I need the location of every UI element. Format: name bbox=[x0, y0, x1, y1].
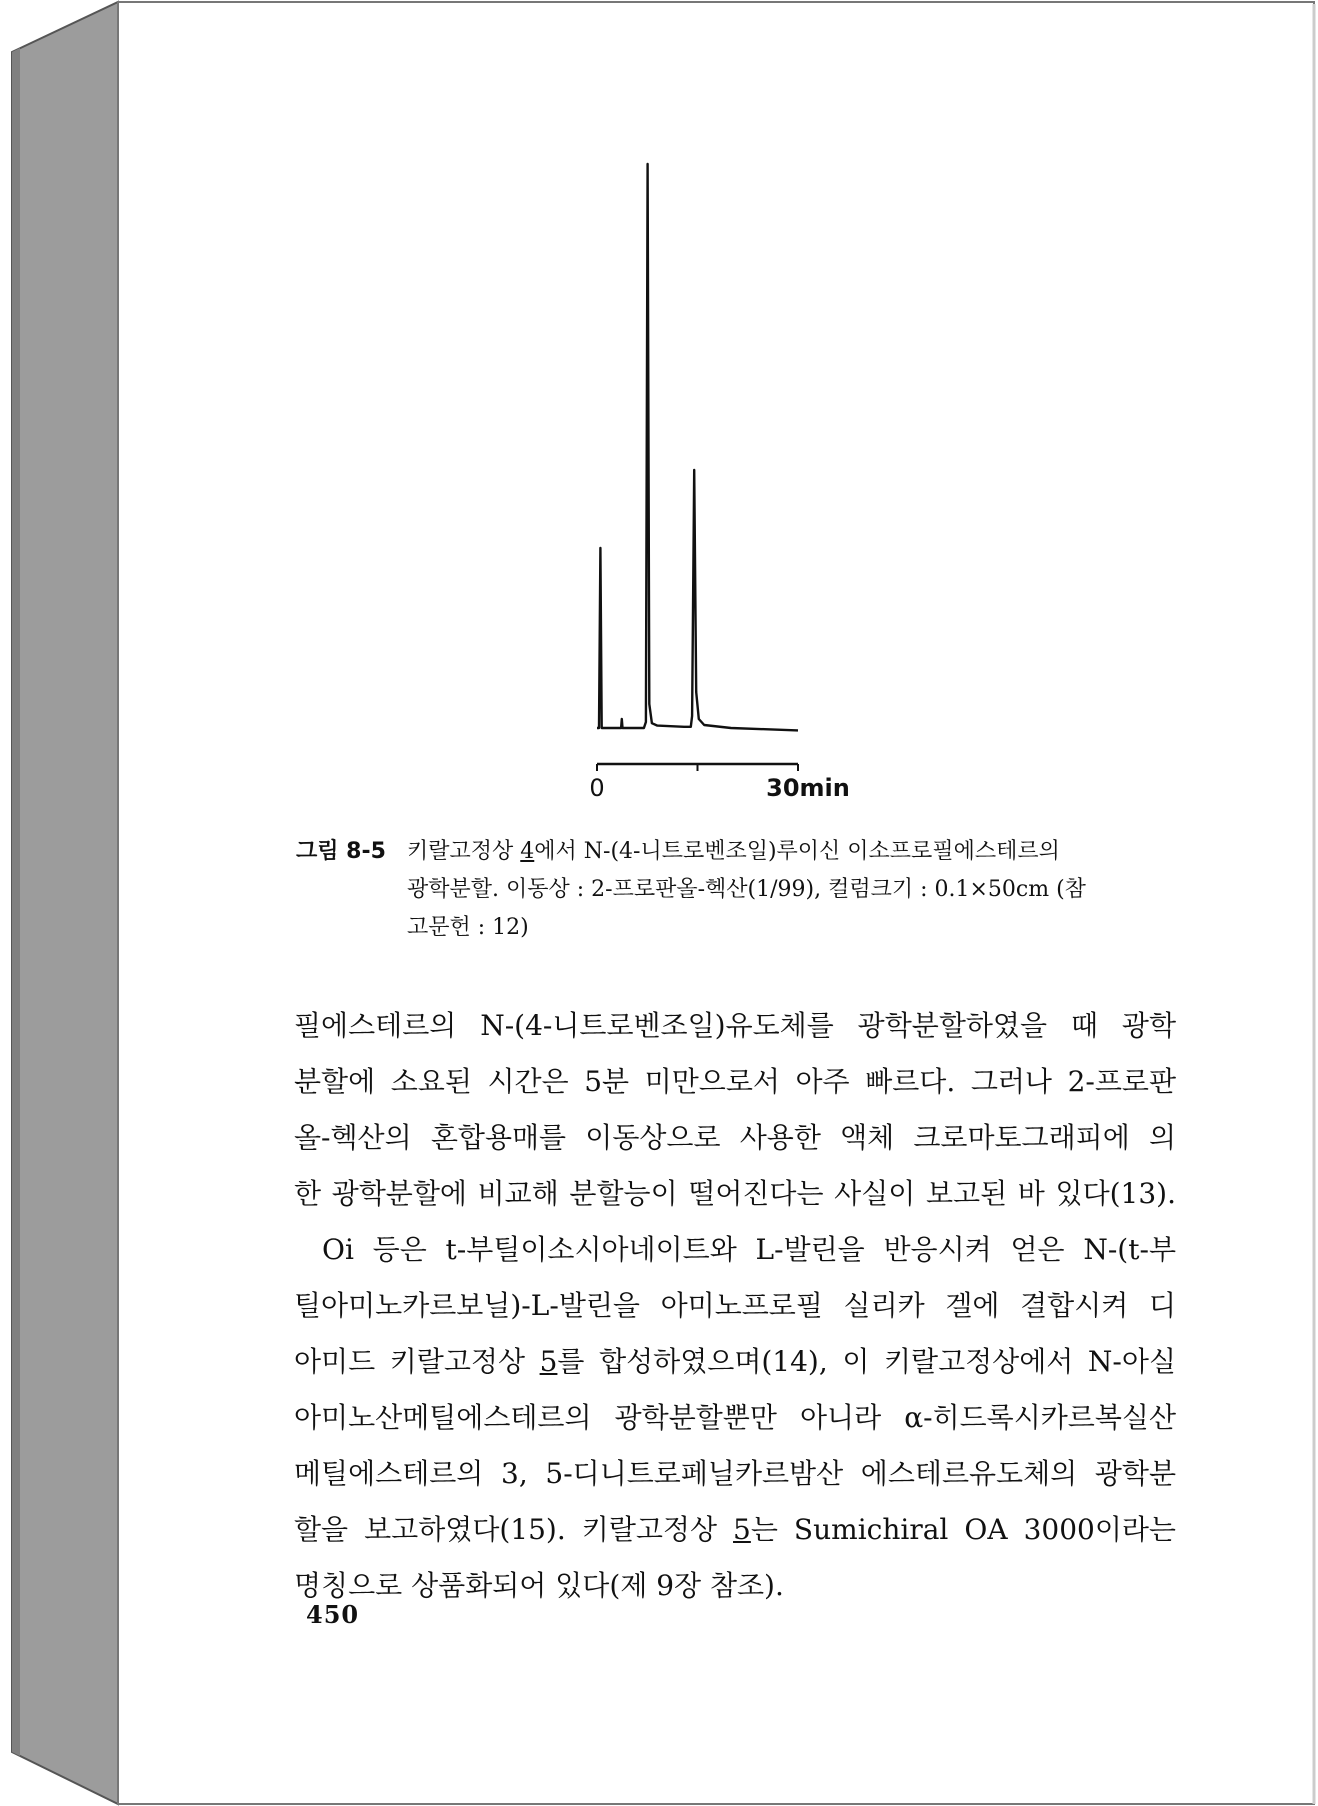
book-spine-shade bbox=[12, 48, 20, 1756]
body-line: 명칭으로 상품화되어 있다(제 9장 참조). bbox=[294, 1569, 784, 1602]
tick-label-30min: 30min bbox=[766, 774, 850, 802]
body-text bbox=[294, 998, 1176, 1614]
body-line: 틸아미노카르보닐)-L-발린을 아미노프로필 실리카 겔에 결합시켜 디 bbox=[294, 1289, 1176, 1322]
compound-number-5: 5 bbox=[733, 1513, 751, 1546]
caption-line-3: 고문헌 : 12) bbox=[407, 915, 529, 940]
book-spine bbox=[12, 2, 118, 1804]
compound-number-4: 4 bbox=[520, 839, 535, 864]
caption-line-2: 광학분할. 이동상 : 2-프로판올-헥산(1/99), 컬럼크기 : 0.1×50cm (참 bbox=[407, 877, 1086, 902]
page-number: 450 bbox=[306, 1600, 360, 1629]
body-line: 올-헥산의 혼합용매를 이동상으로 사용한 액체 크로마토그래피에 의 bbox=[294, 1121, 1176, 1154]
chromatogram-trace bbox=[597, 164, 798, 730]
chromatogram-chart bbox=[560, 140, 850, 820]
caption-label: 그림 8-5 bbox=[296, 839, 386, 864]
body-line: 메틸에스테르의 3, 5-디니트로페닐카르밤산 에스테르유도체의 광학분 bbox=[294, 1457, 1176, 1490]
figure-caption bbox=[296, 833, 1176, 947]
body-line: 한 광학분할에 비교해 분할능이 떨어진다는 사실이 보고된 바 있다(13). bbox=[294, 1177, 1176, 1210]
tick-label-0: 0 bbox=[589, 774, 605, 802]
body-line: 할을 보고하였다(15). 키랄고정상 5는 Sumichiral OA 3000이라는 bbox=[294, 1513, 1176, 1546]
body-line: 아미노산메틸에스테르의 광학분할뿐만 아니라 α-히드록시카르복실산 bbox=[294, 1401, 1176, 1434]
body-line: 필에스테르의 N-(4-니트로벤조일)유도체를 광학분할하였을 때 광학 bbox=[294, 1009, 1176, 1042]
body-line: 분할에 소요된 시간은 5분 미만으로서 아주 빠르다. 그러나 2-프로판 bbox=[294, 1065, 1176, 1098]
body-line: 아미드 키랄고정상 5를 합성하였으며(14), 이 키랄고정상에서 N-아실 bbox=[294, 1345, 1176, 1378]
caption-line-1 bbox=[296, 833, 1176, 871]
caption-text-1: 키랄고정상 4에서 N-(4-니트로벤조일)루이신 이소프로필에스테르의 bbox=[407, 839, 1060, 864]
body-line: Oi 등은 t-부틸이소시아네이트와 L-발린을 반응시켜 얻은 N-(t-부 bbox=[322, 1233, 1176, 1266]
compound-number-5: 5 bbox=[539, 1345, 558, 1378]
